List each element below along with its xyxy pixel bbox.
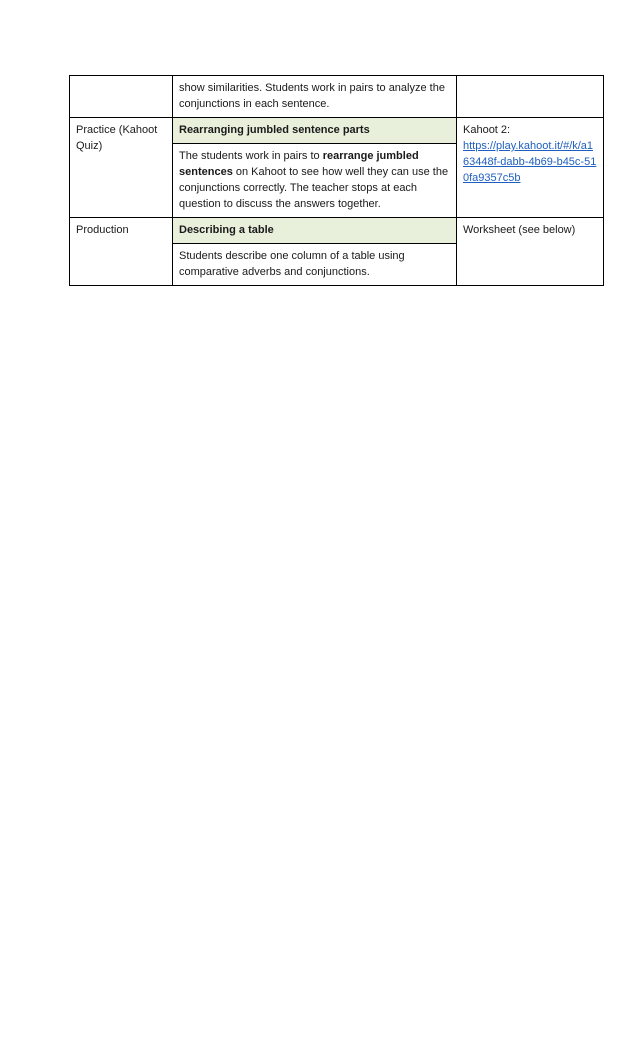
resources-cell [457,76,604,118]
activity-title: Describing a table [173,218,457,244]
activity-title: Rearranging jumbled sentence parts [173,118,457,144]
stage-cell: Production [70,218,173,286]
stage-cell: Practice (Kahoot Quiz) [70,118,173,218]
table-row [70,218,604,244]
description-text: The students work in pairs to [179,150,323,162]
stage-cell [70,76,173,118]
lesson-plan-table [69,75,604,286]
kahoot-link[interactable]: https://play.kahoot.it/#/k/a163448f-dabb-4b69-b45c-510fa9357c5b [463,140,597,184]
description-cell: Students describe one column of a table using comparative adverbs and conjunctions. [173,244,457,286]
description-cell: show similarities. Students work in pairs to analyze the conjunctions in each sentence. [173,76,457,118]
description-cell [173,144,457,218]
resource-label: Kahoot 2: [463,124,511,136]
description-text: on Kahoot to see how well they can use the conjunctions correctly. The teacher stops at each question to discuss the answers together. [179,166,449,210]
resources-cell [457,118,604,218]
table-row [70,76,604,118]
description-emphasis: rearrange jumbled sentences [179,150,419,178]
table-row [70,118,604,144]
resources-cell: Worksheet (see below) [457,218,604,286]
